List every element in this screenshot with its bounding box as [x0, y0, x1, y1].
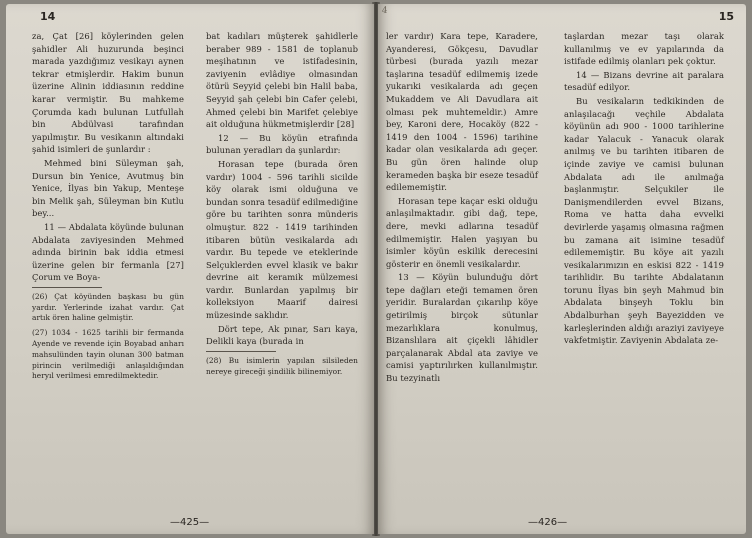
paragraph: Bu vesikaların tedkikinden de anlaşılacağı veçhile Abdalata köyünün adı 900 - 1000 tarihlerine kadar Yalacuk - Yanacuk olarak anılmış ve bu tarihten itibaren de içinde zaviye ve camisi bulunan Abdalata adı ile anılmağa başlanmıştır. Selçukiler ile Danişmendilerden evvel Bizans, Roma ve hatta daha evvelki devirlerde yaşamış olmasına rağmen bu zamana ait isimine tesadüf edilememiştir. Bu köye ait yazılı vesikalarımızın en eskisi 822 - 1419 tarihlidir. Bu tarihte Abdalatanın torunu İlyas bin şeyh Mahmud bin Abdalata binşeyh Toklu bin Abdalburhan şeyh Bayezidden ve karleşlerinden aldığı araziyi zaviyeye vakfetmiştir. Zaviyenin Abdalata ze-: [564, 95, 724, 346]
paragraph: 13 — Köyün bulunduğu dört tepe dağları eteği temamen ören yeridir. Buralardan çıkarılıp köye getirilmiş birçok sütunlar mezarlıklara konulmuş, Bizanslılara ait çiçekli lâhidler parçalanarak Abdal ata zaviye ve camisi yaptırılırken kullanılmıştır. Bu tezyinatlı: [386, 272, 538, 384]
paragraph: taşlardan mezar taşı olarak kullanılmış ve ev yapılarında da istifade edilmiş olanları pek çoktur.: [564, 31, 724, 67]
paragraph: za, Çat [26] köylerinden gelen şahidler Ali huzurunda beşinci marada yazdığımız vesikayı aynen tekrar etmişlerdir. Hakim bunun üzerine Alinin iddiasının reddine karar vermiştir. Bu mahkeme Çorumda kadı bulunan Lutfullah bin Abdülvasi tarafından yapılmıştır. Bu vesikanın altındaki şahid isimleri de şunlardır :: [32, 31, 184, 155]
paragraph: ler vardır) Kara tepe, Karadere, Ayanderesi, Gökçesu, Davudlar türbesi (burada yazılı mezar taşlarına tesadüf edilmemiş izede yukarıki vesikalarda adı geçen Mukaddem ve Ali Davudlara ait olması pek muhtemeldir.) Amre bey, Karoni dere, Hocaköy (822 - 1419 den 1004 - 1596) tarihine kadar olan vesikalarda adı geçer. Bu gün ören halinde olup kerameden başka bir eseze tesadüf edilememiştir.: [386, 31, 538, 193]
footnote: (28) Bu isimlerin yapılan silsileden nereye gireceği şindilik bilinemiyor.: [206, 355, 358, 376]
left-column-2: [206, 30, 358, 377]
left-page: [6, 4, 374, 534]
paragraph: 11 — Abdalata köyünde bulunan Abdalata zaviyesinden Mehmed adında birinin bak iddia etmesi üzerine gelen bir fermanla [27] Çorum ve Boya-: [32, 221, 184, 283]
right-page-number: 15: [718, 10, 734, 23]
paragraph: Horasan tepe kaçar eski olduğu anlaşılmaktadır. gibi dağ, tepe, dere, mevki adlarına tesadüf edilmemiştir. Halen yaşıyan bu isimler köyün eskilik derecesini gösterir en önemli vesikalardır.: [386, 195, 538, 269]
footnote-rule: [206, 351, 276, 352]
left-column-1: [32, 30, 184, 382]
right-column-1: [386, 30, 538, 385]
footnote: (27) 1034 - 1625 tarihli bir fermanda Ayende ve revende için Boyabad anharı mahsulünden tayin olunan 300 batman pirincin verilmediği anlaşıldığından heryıl verilmesi emredilmektedir.: [32, 328, 184, 381]
paragraph: 12 — Bu köyün etrafında bulunan yeradları da şunlardır:: [206, 132, 358, 156]
left-page-number: 14: [40, 10, 56, 23]
margin-note: 4: [381, 5, 389, 17]
paragraph: Mehmed bini Süleyman şah, Dursun bin Yenice, Avutmuş bin Yenice, İlyas bin Yakup, Menteşe bin Melik şah, Süleyman bin Kutlu bey...: [32, 157, 184, 219]
paragraph: Dört tepe, Ak pınar, Sarı kaya, Delikli kaya (burada in: [206, 323, 358, 347]
paragraph: 14 — Bizans devrine ait paralara tesadüf edilyor.: [564, 69, 724, 93]
paragraph: Horasan tepe (burada ören vardır) 1004 - 596 tarihli sicilde köy olarak ismi olduğuna ve bundan sonra tesadüf edilmediğine göre bu tarihten sonra münderis olmuştur. 822 - 1419 tarihinden itibaren bütün vesikalarda adı vardır. Bu tepede ve eteklerinde Selçuklerden evvel klasik ve bakır devrine ait keramik mülzemesi vardır. Bunlardan yapılmış bir kolleksiyon Maarif dairesi müzesinde saklıdır.: [206, 158, 358, 321]
right-page: [378, 4, 746, 534]
right-column-2: [564, 30, 724, 347]
right-page-footer: —426—: [528, 517, 568, 528]
footnote-rule: [32, 287, 102, 288]
left-page-footer: —425—: [170, 517, 210, 528]
paragraph: bat kadıları müşterek şahidlerle beraber 989 - 1581 de toplanub meşihatının ve istifadesinin, zaviyenin evlâdiye olmasından ötürü Seyyid çelebi bin Halil baba, Seyyid şah çelebi bin Cafer çelebi, Ahmed çelebi bin Marifet çelebiye ait olduğuna hükmetmişlerdir [28]: [206, 31, 358, 130]
footnote: (26) Çat köyünden başkası bu gün yardır. Yerlerinde izahat vardır. Çat artık ören haline gelmiştir.: [32, 291, 184, 323]
